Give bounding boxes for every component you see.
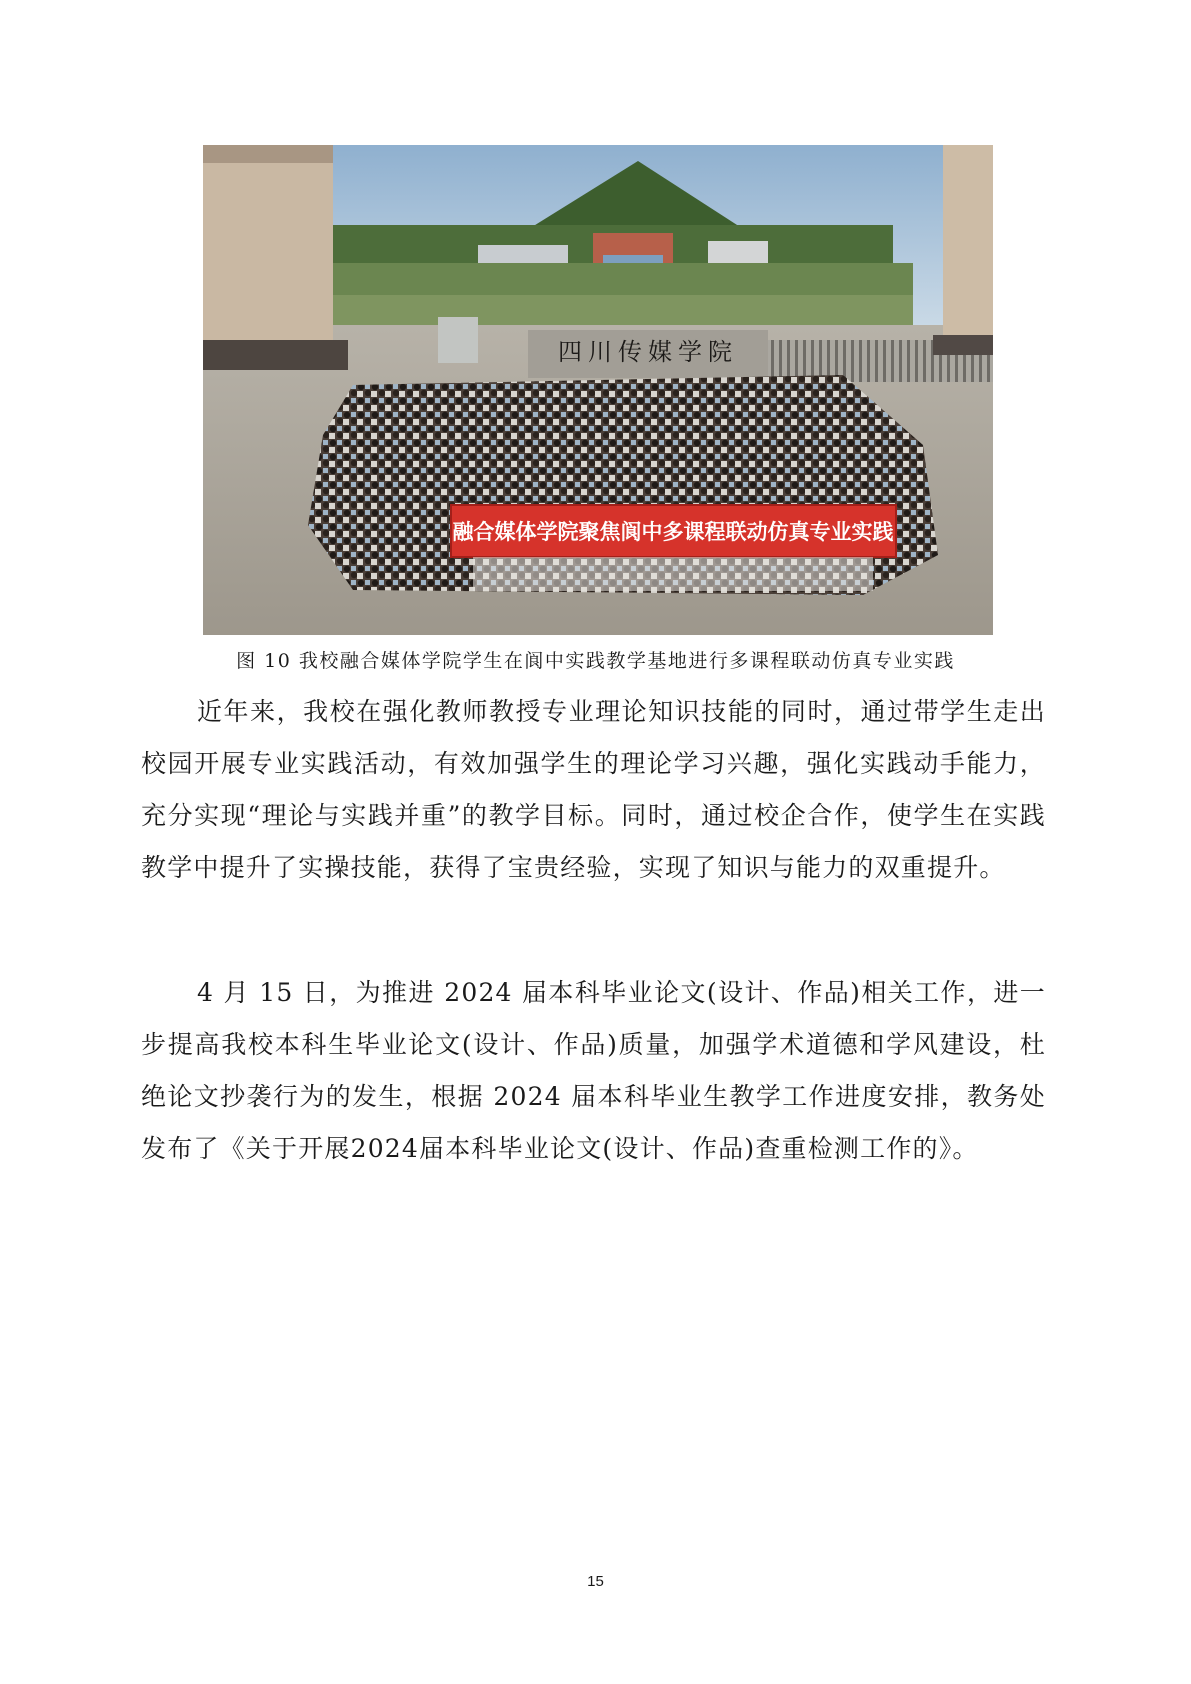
body-paragraph: 近年来，我校在强化教师教授专业理论知识技能的同时，通过带学生走出校园开展专业实践活动，有效加强学生的理论学习兴趣，强化实践动手能力，充分实现“理论与实践并重”的教学目标。同时，通过校企合作，使学生在实践教学中提升了实操技能，获得了宝贵经验，实现了知识与能力的双重提升。 — [141, 697, 1046, 882]
body-paragraph: 4 月 15 日，为推进 2024 届本科毕业论文(设计、作品)相关工作，进一步提高我校本科生毕业论文(设计、作品)质量，加强学术道德和学风建设，杜绝论文抄袭行为的发生，根据 2024 届本科毕业生教学工作进度安排，教务处发布了《关于开展2024届本科毕业论文(设计、作品)查重检测工作的》。 — [141, 978, 1046, 1163]
banner-text: 融合媒体学院聚焦阆中多课程联动仿真专业实践 — [452, 520, 894, 544]
campus-sign-text: 四川传媒学院 — [558, 338, 738, 366]
figure-caption: 图 10 我校融合媒体学院学生在阆中实践教学基地进行多课程联动仿真专业实践 — [236, 650, 955, 672]
page-number: 15 — [587, 1573, 604, 1590]
group-photo-image — [203, 145, 993, 635]
group-photo — [203, 145, 993, 635]
